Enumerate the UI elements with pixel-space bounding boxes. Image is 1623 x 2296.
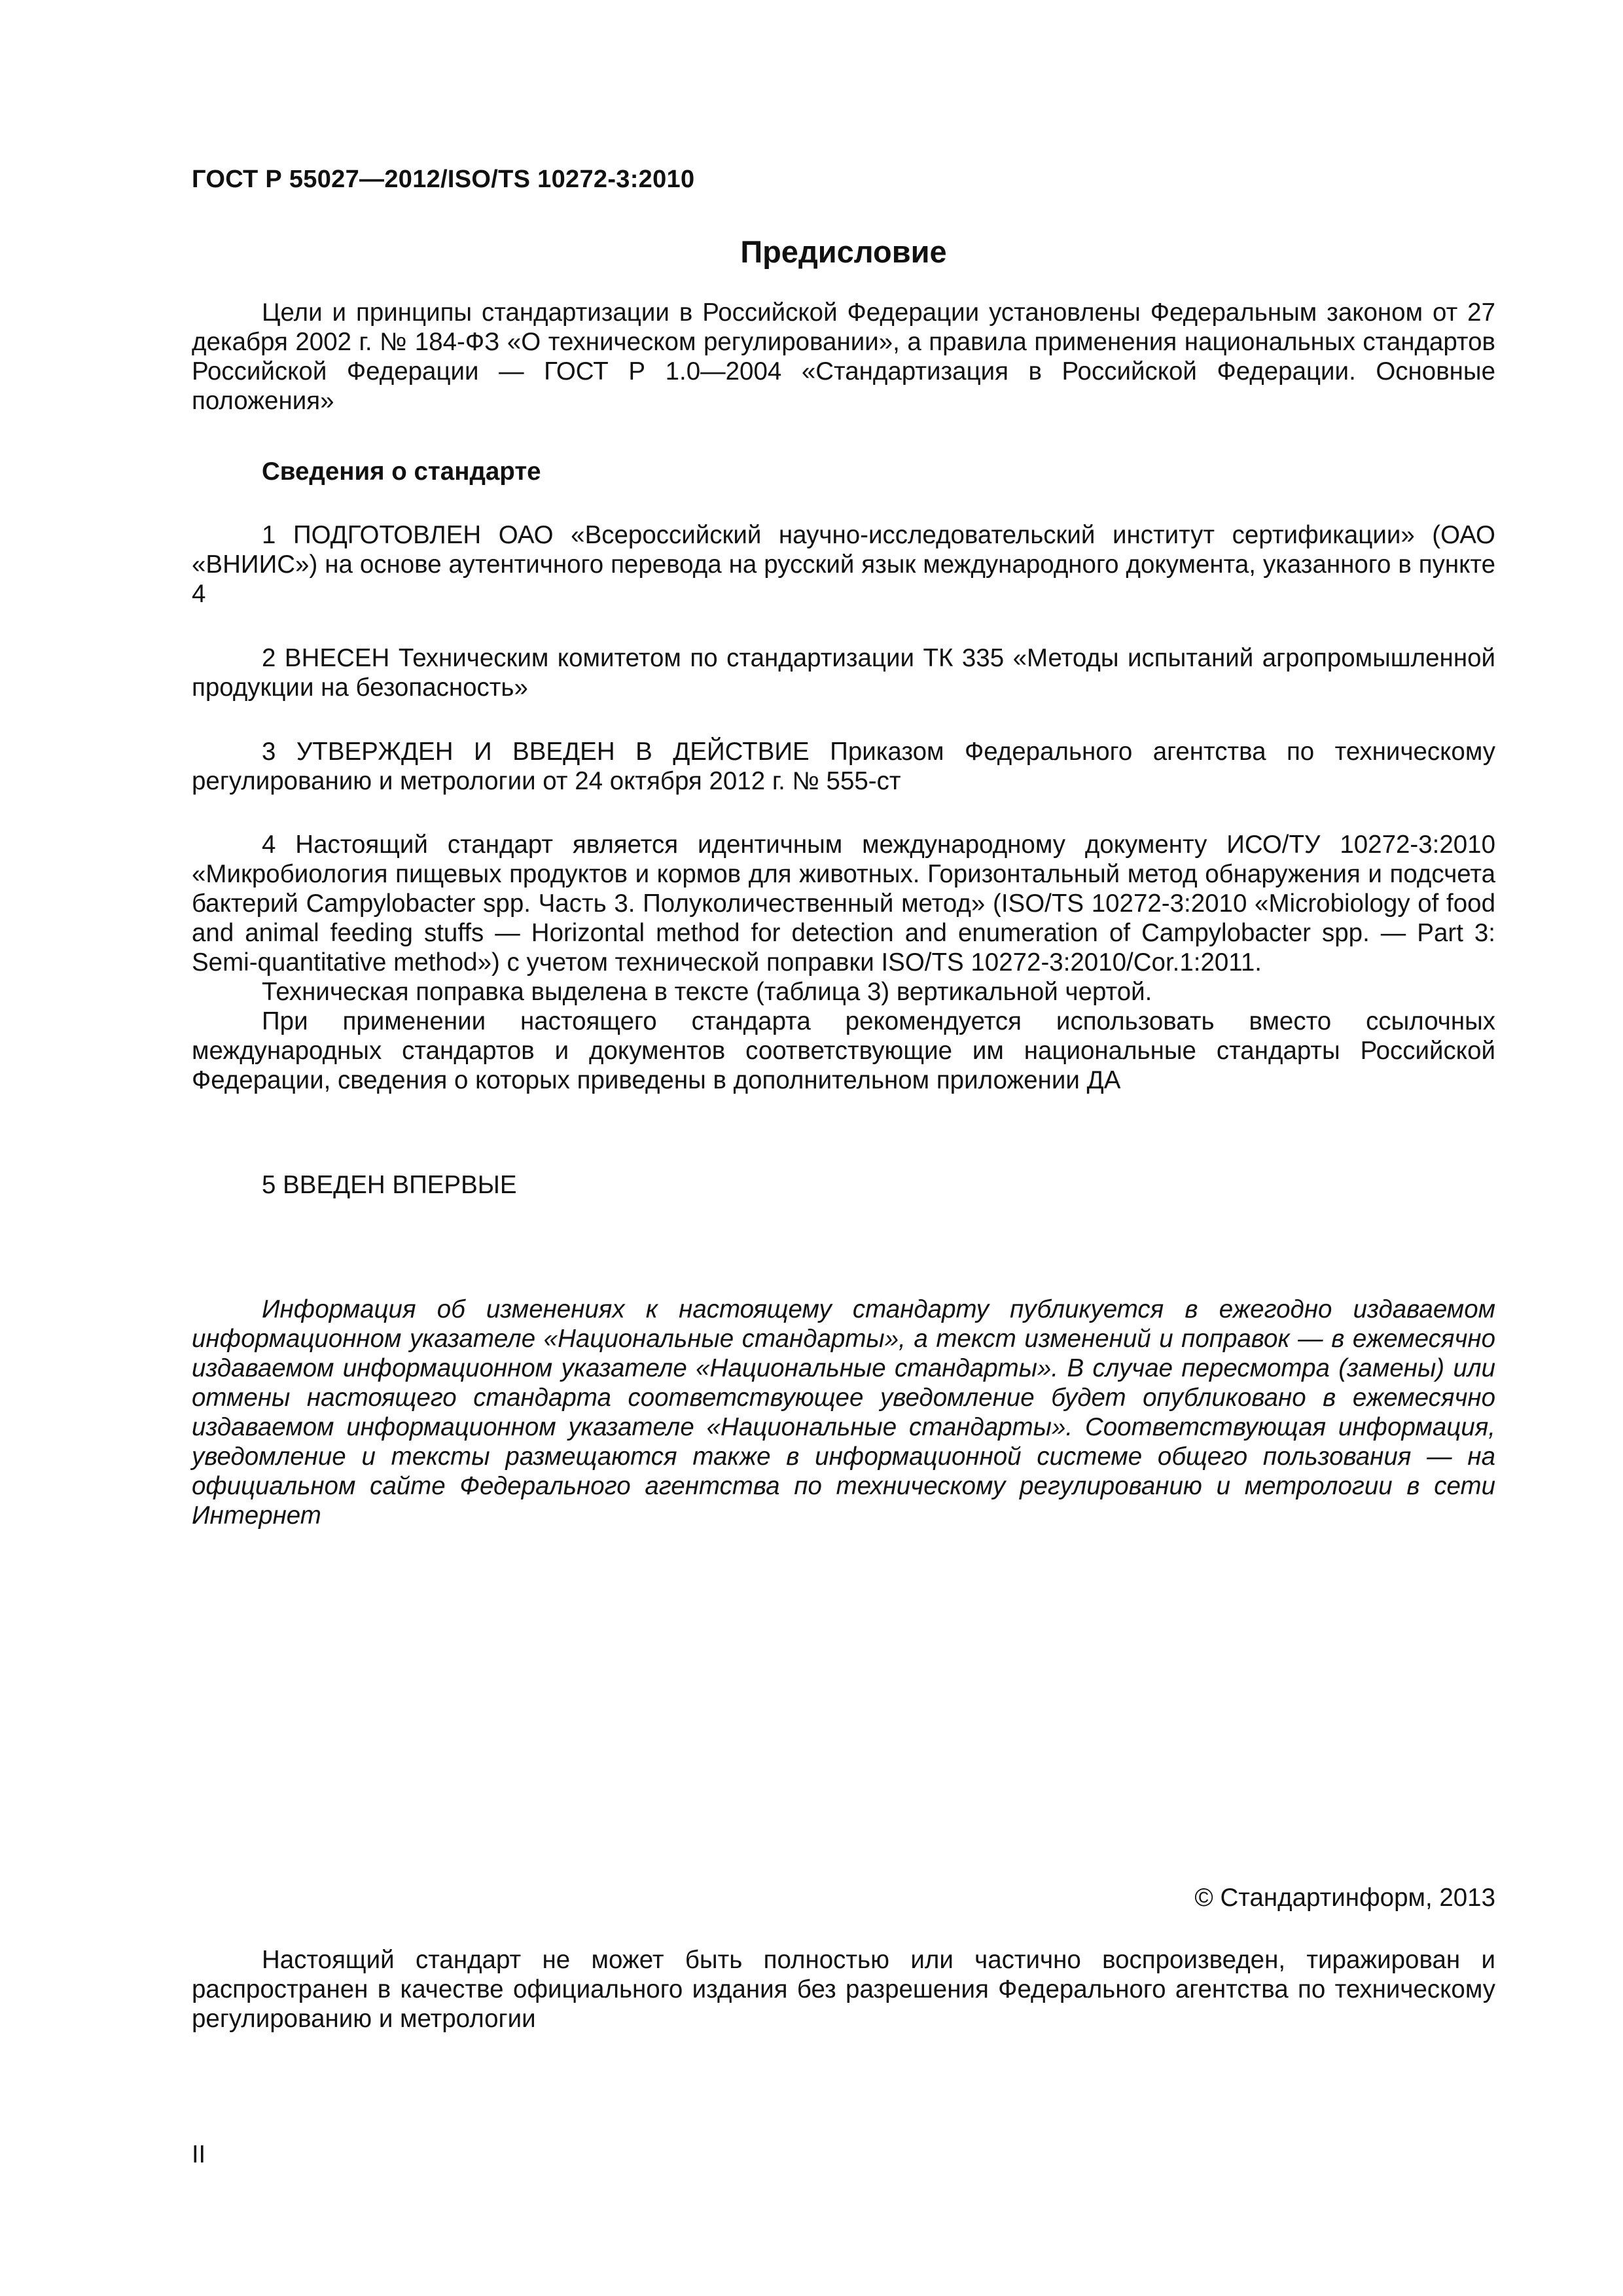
item-3-block <box>192 737 1495 796</box>
item-1-prepared: 1 ПОДГОТОВЛЕН ОАО «Всероссийский научно-исследовательский институт сертификации» (ОАО «ВНИИС») на основе аутентичного перевода на русский язык международного документа, указанного в пункте 4 <box>192 521 1495 608</box>
item-4-block <box>192 830 1495 1095</box>
item-1-block <box>192 520 1495 609</box>
copyright-block <box>192 1883 1495 1912</box>
reproduction-notice: Настоящий стандарт не может быть полностью или частично воспроизведен, тиражирован и распространен в качестве официального издания без разрешения Федерального агентства по техническому регулированию и метрологии <box>192 1946 1495 2033</box>
item-2-introduced: 2 ВНЕСЕН Техническим комитетом по стандартизации ТК 335 «Методы испытаний агропромышленной продукции на безопасность» <box>192 644 1495 702</box>
item-5-block <box>192 1170 1495 1200</box>
reproduction-block <box>192 1945 1495 2034</box>
item-3-approved: 3 УТВЕРЖДЕН И ВВЕДЕН В ДЕЙСТВИЕ Приказом Федерального агентства по техническому регулированию и метрологии от 24 октября 2012 г. № 555-ст <box>192 738 1495 795</box>
item-2-block <box>192 643 1495 702</box>
changes-info-block <box>192 1295 1495 1530</box>
item-4-correction-note: Техническая поправка выделена в тексте (таблица 3) вертикальной чертой. <box>262 978 1152 1006</box>
item-5-first-introduced: 5 ВВЕДЕН ВПЕРВЫЕ <box>262 1171 517 1199</box>
standard-code-header: ГОСТ Р 55027—2012/ISO/TS 10272-3:2010 <box>192 166 695 193</box>
preface-intro-paragraph: Цели и принципы стандартизации в Российской Федерации установлены Федеральным законом от 27 декабря 2002 г. № 184-ФЗ «О техническом регулировании», а правила применения национальных стандартов Российской Федерации — ГОСТ Р 1.0—2004 «Стандартизация в Российской Федерации. Основные положения» <box>192 298 1495 415</box>
item-4-references-note: При применении настоящего стандарта рекомендуется использовать вместо ссылочных международных стандартов и документов соответствующие им национальные стандарты Российской Федерации, сведения о которых приведены в дополнительном приложении ДА <box>192 1007 1495 1094</box>
standard-info-subheading: Сведения о стандарте <box>262 457 541 486</box>
changes-info-notice: Информация об изменениях к настоящему стандарту публикуется в ежегодно издаваемом информационном указателе «Национальные стандарты», а текст изменений и поправок — в ежемесячно издаваемом информационном указателе «Национальные стандарты». В случае пересмотра (замены) или отмены настоящего стандарта соответствующее уведомление будет опубликовано в ежемесячно издаваемом информационном указателе «Национальные стандарты». Соответствующая информация, уведомление и тексты размещаются также в информационной системе общего пользования — на официальном сайте Федерального агентства по техническому регулированию и метрологии в сети Интернет <box>192 1295 1495 1530</box>
preface-title: Предисловие <box>740 234 947 269</box>
page-number: II <box>192 2141 206 2168</box>
preface-intro-block <box>192 298 1495 416</box>
item-4-identical: 4 Настоящий стандарт является идентичным международному документу ИСО/ТУ 10272-3:2010 «Микробиология пищевых продуктов и кормов для животных. Горизонтальный метод обнаружения и подсчета бактерий Campylobacter spp. Часть 3. Полуколичественный метод» (ISO/TS 10272-3:2010 «Microbiology of food and animal feeding stuffs — Horizontal method for detection and enumeration of Campylobacter spp. — Part 3: Semi-quantitative method») с учетом технической поправки ISO/TS 10272-3:2010/Cor.1:2011. <box>192 831 1495 977</box>
copyright-line: © Стандартинформ, 2013 <box>1194 1884 1495 1912</box>
standard-info-subheading-block <box>192 457 1495 486</box>
